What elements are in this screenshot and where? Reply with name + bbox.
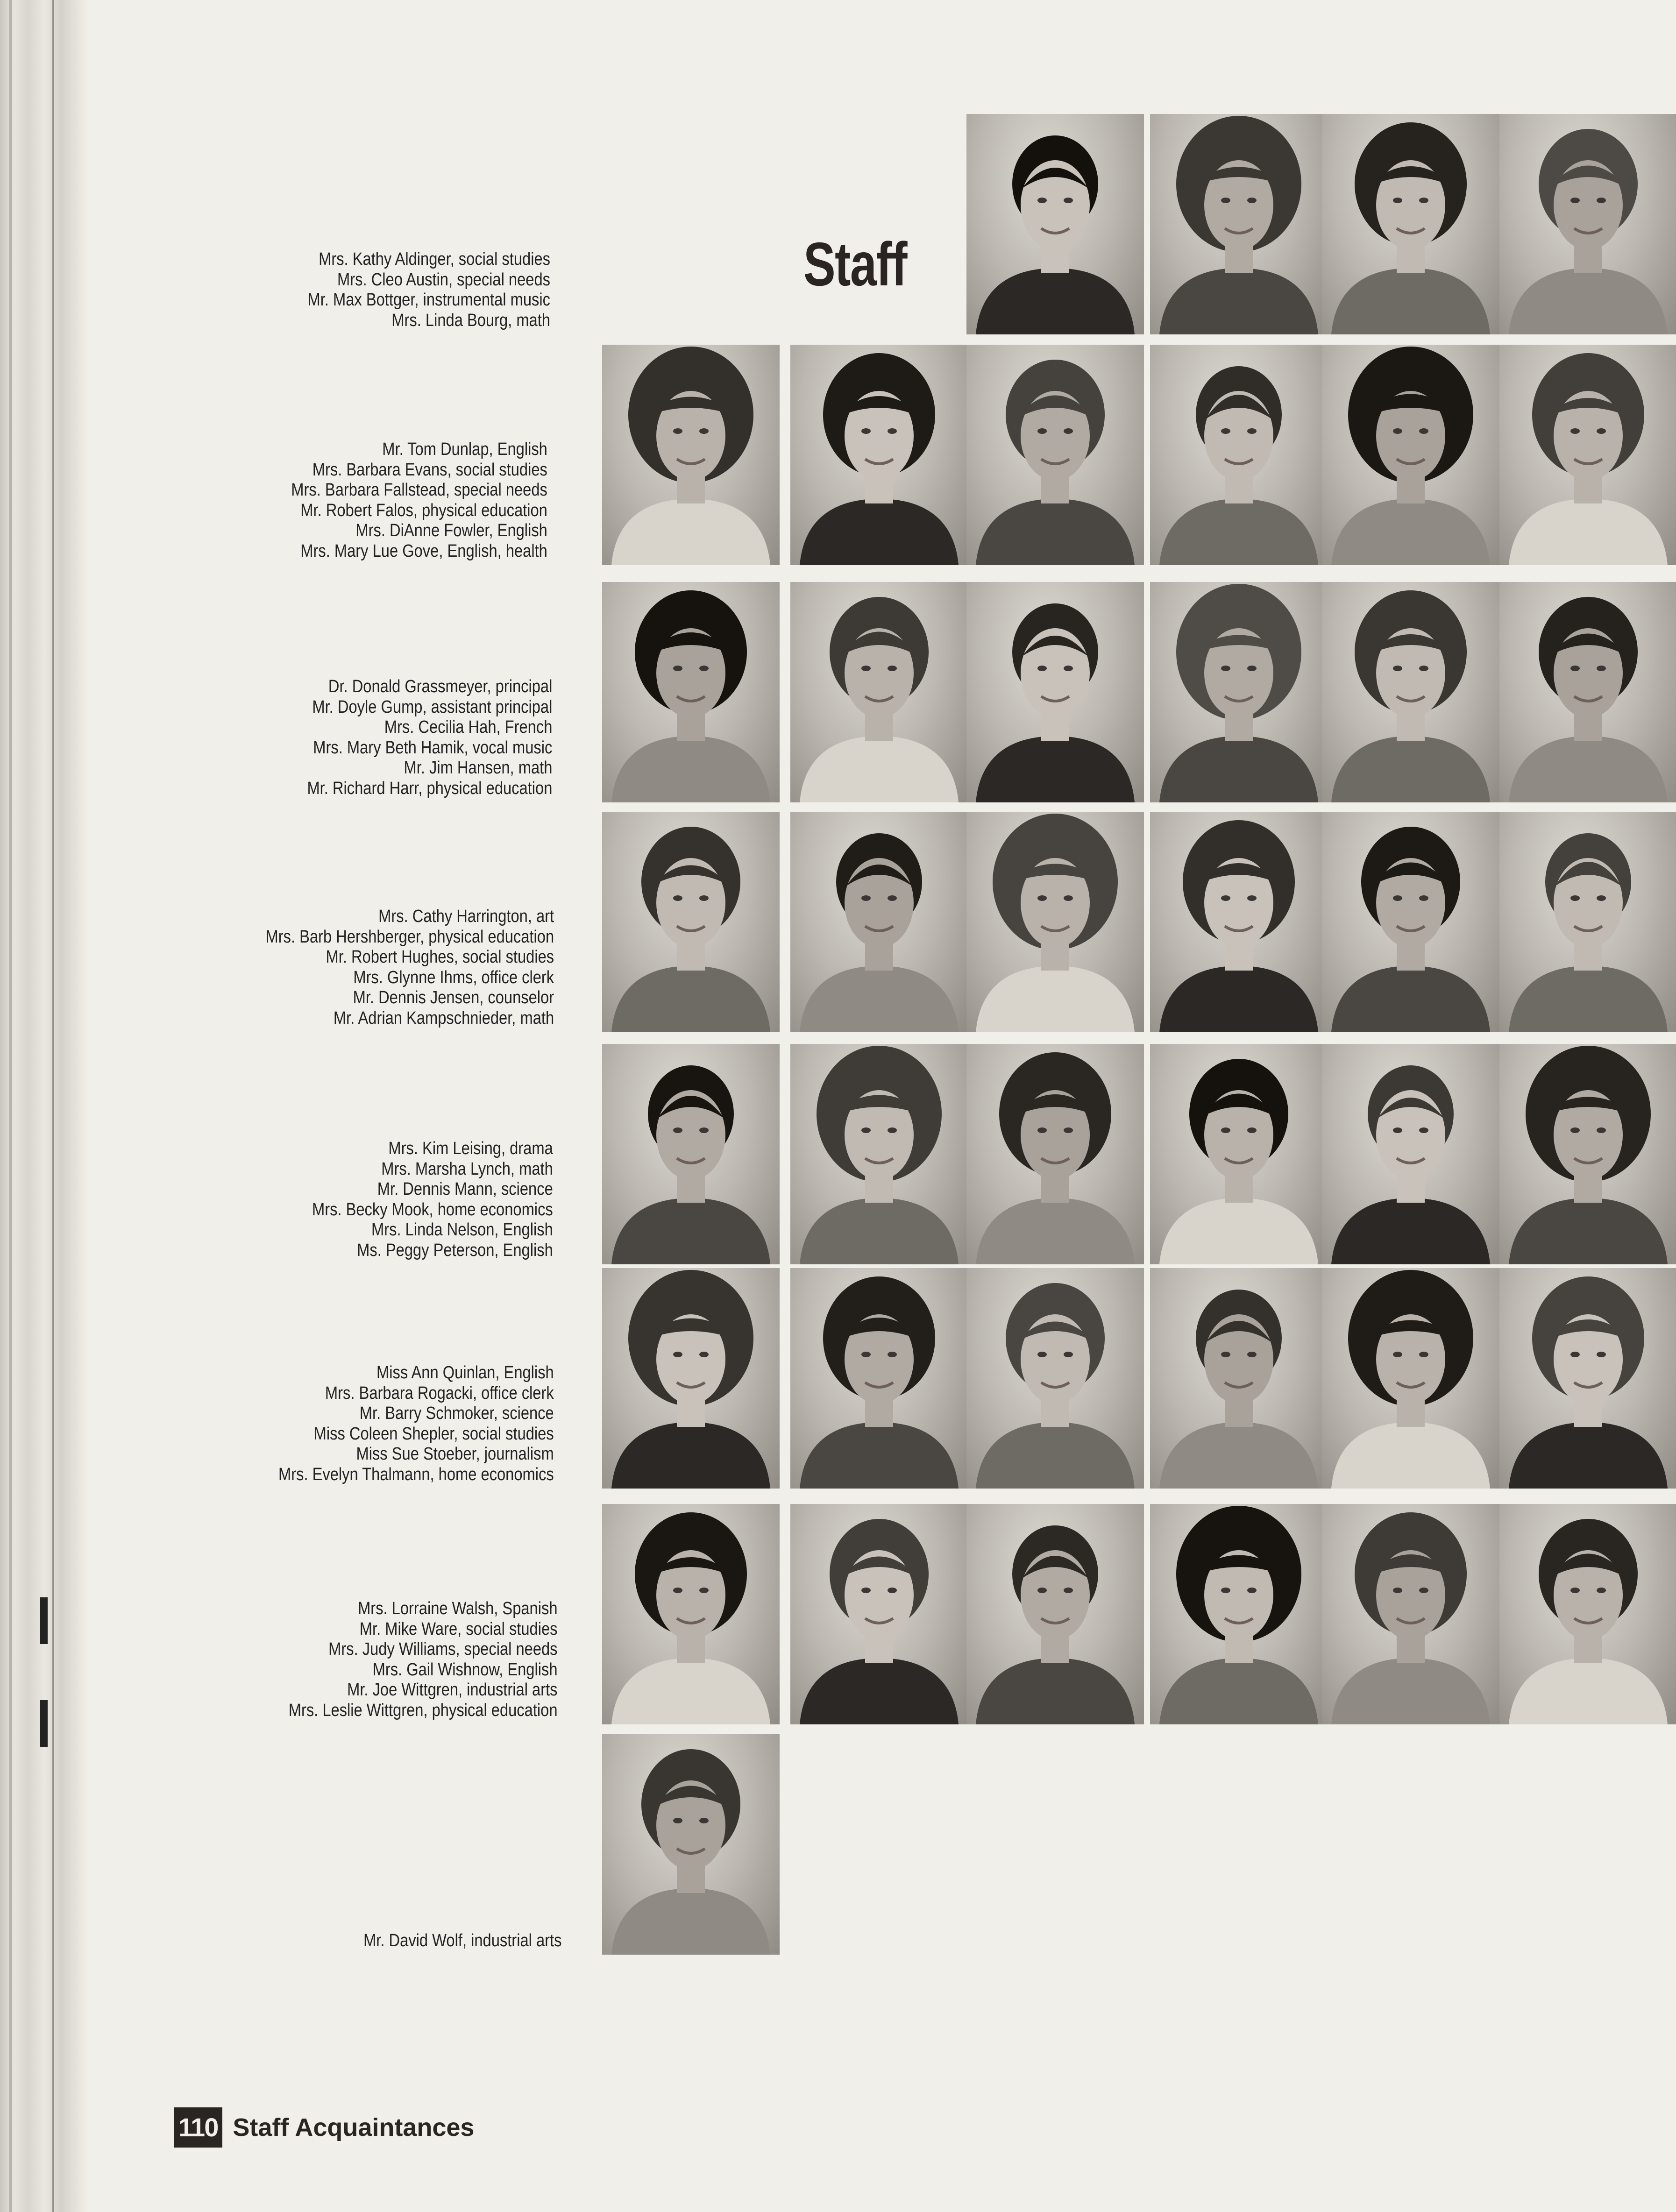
staff-name: Mr. Barry Schmoker, science xyxy=(360,1404,554,1423)
staff-portrait-photo xyxy=(1150,1044,1328,1264)
staff-portrait-photo xyxy=(1322,114,1499,334)
staff-name: Mrs. Cathy Harrington, art xyxy=(378,907,554,926)
staff-name: Mrs. Judy Williams, special needs xyxy=(328,1639,558,1659)
staff-name: Mrs. Mary Lue Gove, English, health xyxy=(300,541,547,561)
staff-portrait-photo xyxy=(602,345,780,565)
staff-names-row-2 xyxy=(249,440,547,561)
staff-portrait-photo xyxy=(966,345,1144,565)
staff-name: Mr. Dennis Jensen, counselor xyxy=(353,988,554,1007)
staff-name: Mrs. Kathy Aldinger, social studies xyxy=(319,249,550,269)
staff-portrait-photo xyxy=(966,1268,1144,1489)
staff-portrait-photo xyxy=(966,1044,1144,1264)
staff-names-row-1 xyxy=(268,249,550,331)
staff-name: Mr. David Wolf, industrial arts xyxy=(363,1930,561,1950)
staff-portrait-photo xyxy=(1150,345,1328,565)
staff-portrait-photo xyxy=(790,812,968,1032)
staff-name: Miss Sue Stoeber, journalism xyxy=(356,1444,554,1464)
binding-mark xyxy=(40,1597,48,1644)
staff-name: Mr. Tom Dunlap, English xyxy=(382,440,547,459)
staff-name: Ms. Peggy Peterson, English xyxy=(357,1240,553,1260)
staff-name: Mrs. Leslie Wittgren, physical education xyxy=(289,1700,558,1720)
staff-names-row-5 xyxy=(273,1139,553,1261)
staff-names-row-4 xyxy=(219,907,554,1028)
staff-portrait-photo xyxy=(790,1268,968,1489)
page-binding-edge xyxy=(0,0,89,2212)
staff-portrait-photo xyxy=(790,345,968,565)
staff-name: Mrs. Cleo Austin, special needs xyxy=(337,269,550,290)
staff-name: Mr. Robert Hughes, social studies xyxy=(326,947,554,967)
staff-portrait-photo xyxy=(1150,1268,1328,1489)
staff-name: Mr. Robert Falos, physical education xyxy=(300,500,547,520)
staff-name: Mr. Max Bottger, instrumental music xyxy=(307,290,550,310)
staff-portrait-photo xyxy=(966,1504,1144,1724)
staff-names-row-7 xyxy=(245,1599,558,1721)
page-edge-line xyxy=(9,0,12,2212)
staff-names-row-3 xyxy=(267,677,552,799)
staff-portrait-photo xyxy=(1150,114,1328,334)
staff-portrait-photo xyxy=(602,1268,780,1489)
staff-portrait-photo xyxy=(966,812,1144,1032)
staff-name: Mrs. Barbara Fallstead, special needs xyxy=(291,480,547,500)
staff-name: Mr. Jim Hansen, math xyxy=(404,758,552,778)
staff-names-row-8 xyxy=(331,1931,561,1951)
staff-portrait-photo xyxy=(1499,114,1676,334)
staff-name: Mr. Doyle Gump, assistant principal xyxy=(312,697,552,717)
staff-portrait-photo xyxy=(966,582,1144,802)
staff-name: Mr. Joe Wittgren, industrial arts xyxy=(347,1680,558,1700)
staff-portrait-photo xyxy=(790,1504,968,1724)
staff-name: Mr. Richard Harr, physical education xyxy=(307,778,552,798)
page-footer xyxy=(174,2107,474,2148)
staff-name: Mrs. Lorraine Walsh, Spanish xyxy=(358,1599,558,1618)
staff-name: Miss Coleen Shepler, social studies xyxy=(313,1424,554,1444)
page-heading: Staff xyxy=(803,230,907,298)
staff-portrait-photo xyxy=(1322,1268,1499,1489)
staff-portrait-photo xyxy=(1499,1504,1676,1724)
staff-name: Mrs. Glynne Ihms, office clerk xyxy=(353,967,554,987)
staff-portrait-photo xyxy=(1499,1044,1676,1264)
staff-portrait-photo xyxy=(1322,812,1499,1032)
staff-name: Mrs. Barbara Rogacki, office clerk xyxy=(325,1383,554,1403)
binding-mark xyxy=(40,1700,48,1747)
staff-name: Mr. Dennis Mann, science xyxy=(377,1179,553,1199)
staff-name: Mrs. Becky Mook, home economics xyxy=(312,1199,553,1219)
staff-name: Mrs. DiAnne Fowler, English xyxy=(355,521,547,540)
staff-portrait-photo xyxy=(1322,345,1499,565)
staff-portrait-photo xyxy=(790,1044,968,1264)
staff-portrait-photo xyxy=(602,1734,780,1955)
staff-portrait-photo xyxy=(966,114,1144,334)
staff-portrait-photo xyxy=(1322,1504,1499,1724)
staff-portrait-photo xyxy=(602,1044,780,1264)
staff-portrait-photo xyxy=(602,1504,780,1724)
staff-portrait-photo xyxy=(1499,345,1676,565)
staff-portrait-photo xyxy=(1322,582,1499,802)
staff-portrait-photo xyxy=(1150,582,1328,802)
staff-name: Dr. Donald Grassmeyer, principal xyxy=(328,677,552,696)
staff-names-row-6 xyxy=(234,1363,554,1485)
staff-portrait-photo xyxy=(1150,1504,1328,1724)
staff-name: Mrs. Barbara Evans, social studies xyxy=(312,460,547,480)
staff-name: Miss Ann Quinlan, English xyxy=(376,1363,554,1382)
staff-portrait-photo xyxy=(602,582,780,802)
staff-portrait-photo xyxy=(1322,1044,1499,1264)
page-number: 110 xyxy=(174,2107,222,2148)
staff-portrait-photo xyxy=(1150,812,1328,1032)
staff-name: Mr. Mike Ware, social studies xyxy=(360,1619,558,1639)
staff-portrait-photo xyxy=(1499,582,1676,802)
staff-name: Mrs. Marsha Lynch, math xyxy=(381,1159,553,1179)
staff-portrait-photo xyxy=(602,812,780,1032)
staff-name: Mrs. Barb Hershberger, physical education xyxy=(265,927,554,947)
staff-name: Mrs. Evelyn Thalmann, home economics xyxy=(278,1464,554,1484)
staff-name: Mrs. Linda Bourg, math xyxy=(391,310,550,330)
staff-name: Mrs. Cecilia Hah, French xyxy=(384,717,552,737)
staff-portrait-photo xyxy=(790,582,968,802)
staff-name: Mrs. Kim Leising, drama xyxy=(388,1139,553,1158)
staff-name: Mrs. Gail Wishnow, English xyxy=(373,1659,558,1680)
staff-name: Mrs. Mary Beth Hamik, vocal music xyxy=(312,737,552,758)
staff-name: Mrs. Linda Nelson, English xyxy=(371,1220,553,1240)
section-title: Staff Acquaintances xyxy=(233,2113,475,2141)
staff-portrait-photo xyxy=(1499,1268,1676,1489)
staff-portrait-photo xyxy=(1499,812,1676,1032)
staff-name: Mr. Adrian Kampschnieder, math xyxy=(333,1008,554,1028)
